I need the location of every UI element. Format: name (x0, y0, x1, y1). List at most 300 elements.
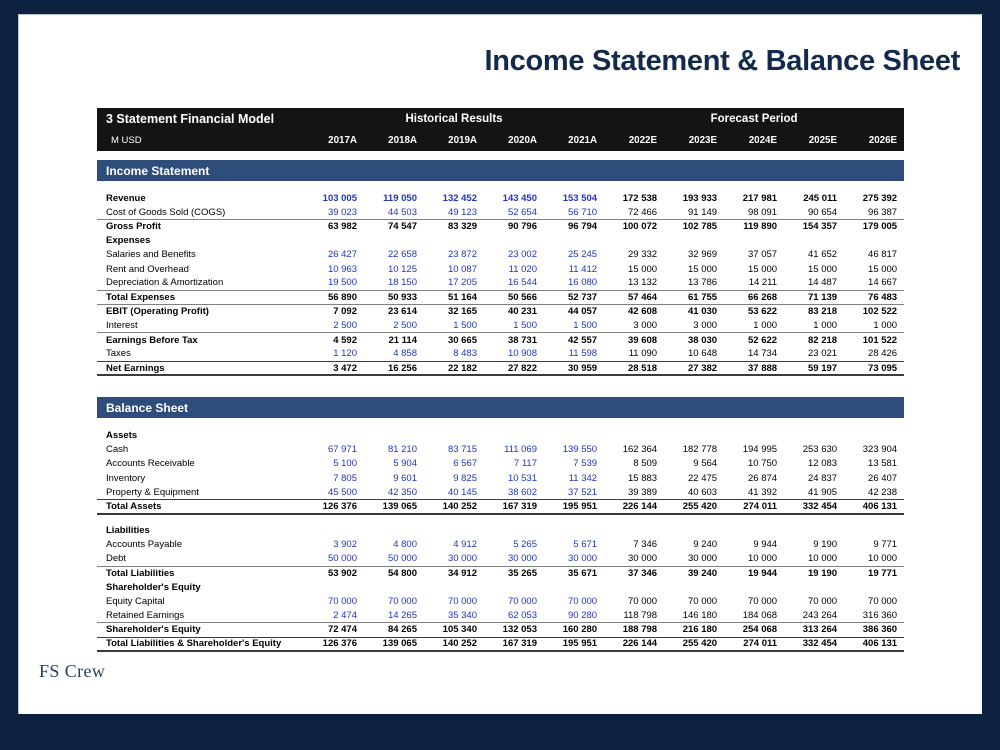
cell-value: 38 030 (664, 333, 724, 347)
cell-value: 9 190 (813, 539, 838, 551)
cell-value: 30 665 (424, 333, 484, 347)
cell-value: 4 592 (304, 333, 364, 347)
row-label: Total Liabilities (97, 566, 304, 580)
cell-value: 71 139 (784, 290, 844, 304)
cell-value: 13 132 (627, 277, 658, 289)
cell-value: 39 389 (627, 486, 658, 498)
cell-value (844, 428, 904, 442)
cell-value: 81 210 (387, 444, 417, 456)
column-header-2026E[interactable]: 2026E (844, 130, 904, 151)
table-row (97, 290, 904, 304)
table-row (97, 485, 904, 499)
cell-value: 6 567 (453, 458, 477, 470)
cell-value: 162 364 (622, 444, 658, 456)
cell-value: 26 407 (868, 472, 898, 484)
page-title: Income Statement & Balance Sheet (484, 45, 960, 77)
cell-value: 56 890 (304, 290, 364, 304)
cell-value: 98 091 (747, 206, 778, 218)
cell-value: 167 319 (484, 499, 544, 513)
cell-value: 139 065 (364, 499, 424, 513)
cell-value: 245 011 (803, 192, 838, 204)
cell-value: 11 342 (568, 472, 598, 484)
cell-value: 90 796 (484, 219, 544, 233)
column-header-2019A[interactable]: 2019A (424, 130, 484, 151)
cell-value: 23 872 (447, 249, 477, 261)
cell-value: 96 387 (868, 206, 898, 218)
table-row (97, 347, 904, 361)
cell-value: 406 131 (844, 499, 904, 513)
cell-value: 70 000 (868, 596, 898, 608)
cell-value: 61 755 (664, 290, 724, 304)
cell-value: 4 912 (453, 539, 477, 551)
cell-value (664, 524, 724, 538)
table-row (97, 471, 904, 485)
cell-value: 10 531 (507, 472, 537, 484)
row-label: Assets (106, 430, 138, 442)
table-row (97, 276, 904, 290)
cell-value: 45 500 (327, 486, 357, 498)
cell-value: 9 771 (873, 539, 898, 551)
cell-value: 52 737 (544, 290, 604, 304)
table-row (97, 361, 904, 375)
cell-value (424, 580, 484, 594)
cell-value: 16 544 (507, 277, 537, 289)
spacer-row (97, 418, 904, 428)
cell-value: 118 798 (623, 610, 658, 622)
slide-content-area (18, 14, 982, 714)
column-header-2025E[interactable]: 2025E (784, 130, 844, 151)
cell-value: 72 474 (304, 623, 364, 637)
row-label: Earnings Before Tax (97, 333, 304, 347)
cell-value: 91 149 (687, 206, 718, 218)
cell-value (544, 234, 604, 248)
cell-value: 41 652 (807, 249, 838, 261)
cell-value (784, 580, 844, 594)
column-header-2018A[interactable]: 2018A (364, 130, 424, 151)
cell-value: 2 474 (333, 610, 357, 622)
table-row (97, 205, 904, 219)
cell-value: 25 245 (567, 249, 598, 261)
cell-value: 100 072 (604, 219, 664, 233)
cell-value: 24 837 (807, 472, 838, 484)
cell-value: 72 466 (627, 206, 658, 218)
cell-value: 226 144 (604, 499, 664, 513)
cell-value: 39 023 (327, 206, 357, 218)
cell-value: 313 264 (784, 623, 844, 637)
cell-value: 73 095 (844, 361, 904, 375)
cell-value: 14 487 (807, 277, 838, 289)
cell-value (544, 428, 604, 442)
cell-value: 63 982 (304, 219, 364, 233)
cell-value: 7 117 (513, 458, 537, 470)
row-label: Cost of Goods Sold (COGS) (106, 206, 226, 218)
cell-value: 90 280 (567, 610, 598, 622)
column-header-2020A[interactable]: 2020A (484, 130, 544, 151)
cell-value (364, 234, 424, 248)
cell-value: 10 000 (868, 553, 898, 565)
cell-value: 126 376 (304, 637, 364, 651)
cell-value: 7 539 (573, 458, 598, 470)
group-historical-label: Historical Results (304, 108, 604, 130)
cell-value: 254 068 (724, 623, 784, 637)
cell-value: 10 000 (747, 553, 778, 565)
cell-value: 15 883 (627, 472, 658, 484)
fin-table (97, 108, 904, 652)
cell-value: 83 329 (424, 219, 484, 233)
column-header-2022E[interactable]: 2022E (604, 130, 664, 151)
row-label: Shareholder's Equity (97, 623, 304, 637)
cell-value: 23 002 (507, 249, 537, 261)
cell-value: 332 454 (784, 499, 844, 513)
cell-value: 28 426 (868, 348, 898, 360)
cell-value (604, 428, 664, 442)
cell-value: 10 087 (447, 263, 477, 275)
cell-value: 7 805 (333, 472, 357, 484)
column-header-2017A[interactable]: 2017A (304, 130, 364, 151)
table-row (97, 580, 904, 594)
cell-value: 50 000 (387, 553, 417, 565)
cell-value: 46 817 (868, 249, 898, 261)
cell-value: 28 518 (604, 361, 664, 375)
cell-value: 3 000 (633, 320, 658, 332)
table-row (97, 319, 904, 333)
row-label: Property & Equipment (106, 486, 199, 498)
cell-value (664, 580, 724, 594)
cell-value: 23 021 (807, 348, 838, 360)
cell-value (784, 524, 844, 538)
cell-value: 14 211 (748, 277, 778, 289)
cell-value (664, 234, 724, 248)
cell-value: 56 710 (567, 206, 598, 218)
cell-value (604, 580, 664, 594)
table-row (97, 305, 904, 319)
cell-value (424, 234, 484, 248)
table-row (97, 538, 904, 552)
cell-value (724, 234, 784, 248)
cell-value (424, 524, 484, 538)
cell-value: 26 874 (747, 472, 778, 484)
cell-value: 70 000 (687, 596, 718, 608)
cell-value: 119 050 (383, 192, 417, 204)
table-row (97, 191, 904, 205)
cell-value: 40 603 (687, 486, 718, 498)
cell-value: 9 240 (693, 539, 718, 551)
section-bar-balance-sheet (97, 397, 904, 418)
table-row (97, 609, 904, 623)
cell-value (364, 428, 424, 442)
cell-value: 13 786 (687, 277, 718, 289)
cell-value: 10 648 (687, 348, 718, 360)
cell-value (304, 580, 364, 594)
cell-value: 15 000 (807, 263, 838, 275)
cell-value: 27 382 (664, 361, 724, 375)
cell-value: 10 908 (507, 348, 537, 360)
cell-value: 15 000 (747, 263, 778, 275)
cell-value: 42 238 (868, 486, 898, 498)
row-label: Cash (106, 444, 129, 456)
cell-value (784, 428, 844, 442)
cell-value: 76 483 (844, 290, 904, 304)
cell-value: 226 144 (604, 637, 664, 651)
table-row (97, 219, 904, 233)
row-label: Accounts Payable (106, 539, 183, 551)
cell-value: 1 000 (813, 320, 838, 332)
cell-value: 160 280 (544, 623, 604, 637)
cell-value (544, 524, 604, 538)
cell-value: 23 614 (364, 305, 424, 319)
cell-value: 1 500 (453, 320, 477, 332)
cell-value: 2 500 (333, 320, 357, 332)
cell-value (844, 580, 904, 594)
table-row (97, 428, 904, 442)
cell-value: 37 521 (567, 486, 598, 498)
cell-value: 1 500 (573, 320, 598, 332)
table-row (97, 234, 904, 248)
cell-value: 37 346 (604, 566, 664, 580)
cell-value: 1 000 (873, 320, 898, 332)
row-label: Depreciation & Amortization (106, 277, 224, 289)
cell-value: 140 252 (424, 499, 484, 513)
model-title: 3 Statement Financial Model (97, 108, 304, 130)
cell-value: 70 000 (387, 596, 417, 608)
cell-value: 44 057 (544, 305, 604, 319)
row-label: Salaries and Benefits (106, 249, 196, 261)
cell-value: 59 197 (784, 361, 844, 375)
cell-value: 74 547 (364, 219, 424, 233)
cell-value: 217 981 (742, 192, 778, 204)
cell-value: 70 000 (807, 596, 838, 608)
cell-value: 37 888 (724, 361, 784, 375)
row-label: EBIT (Operating Profit) (97, 305, 304, 319)
spacer-row (97, 375, 904, 397)
cell-value (604, 524, 664, 538)
row-label: Total Expenses (97, 290, 304, 304)
cell-value: 70 000 (447, 596, 477, 608)
cell-value: 83 715 (447, 444, 477, 456)
cell-value: 12 083 (807, 458, 838, 470)
cell-value: 49 123 (447, 206, 477, 218)
cell-value (784, 234, 844, 248)
section-label-balance-sheet: Balance Sheet (97, 397, 904, 418)
cell-value: 1 500 (513, 320, 537, 332)
cell-value: 35 340 (447, 610, 477, 622)
section-bar-income-statement (97, 160, 904, 181)
cell-value (664, 428, 724, 442)
brand-footer: FS Crew (39, 661, 106, 681)
cell-value: 179 005 (844, 219, 904, 233)
cell-value: 132 053 (484, 623, 544, 637)
cell-value: 41 030 (664, 305, 724, 319)
row-label: Revenue (106, 192, 146, 204)
cell-value (304, 524, 364, 538)
cell-value: 140 252 (424, 637, 484, 651)
row-label: Taxes (106, 348, 131, 360)
cell-value: 30 000 (567, 553, 598, 565)
cell-value: 83 218 (784, 305, 844, 319)
cell-value: 40 145 (447, 486, 477, 498)
table-row (97, 457, 904, 471)
cell-value: 32 165 (424, 305, 484, 319)
cell-value: 9 944 (753, 539, 778, 551)
cell-value (364, 580, 424, 594)
row-label: Expenses (106, 235, 151, 247)
cell-value: 44 503 (387, 206, 417, 218)
column-header-2021A[interactable]: 2021A (544, 130, 604, 151)
cell-value: 5 904 (393, 458, 417, 470)
cell-value (484, 234, 544, 248)
cell-value: 3 902 (333, 539, 357, 551)
row-label: Total Liabilities & Shareholder's Equity (97, 637, 304, 651)
cell-value: 19 500 (327, 277, 357, 289)
cell-value: 96 794 (544, 219, 604, 233)
cell-value (304, 234, 364, 248)
cell-value: 10 750 (747, 458, 778, 470)
cell-value: 34 912 (424, 566, 484, 580)
table-row (97, 262, 904, 276)
row-label: Retained Earnings (106, 610, 185, 622)
cell-value: 90 654 (807, 206, 838, 218)
cell-value: 195 951 (544, 499, 604, 513)
cell-value: 253 630 (802, 444, 838, 456)
cell-value: 53 902 (304, 566, 364, 580)
cell-value (724, 428, 784, 442)
cell-value (424, 428, 484, 442)
cell-value: 82 218 (784, 333, 844, 347)
cell-value: 275 392 (862, 192, 898, 204)
cell-value: 15 000 (687, 263, 718, 275)
table-row (97, 637, 904, 651)
cell-value: 111 069 (504, 444, 537, 456)
cell-value: 14 265 (387, 610, 417, 622)
cell-value: 194 995 (742, 444, 778, 456)
cell-value: 14 734 (747, 348, 778, 360)
cell-value: 10 000 (807, 553, 838, 565)
cell-value: 38 731 (484, 333, 544, 347)
cell-value: 3 000 (693, 320, 718, 332)
cell-value: 16 080 (567, 277, 598, 289)
row-label: Net Earnings (97, 361, 304, 375)
cell-value (724, 580, 784, 594)
table-header-row-years (97, 130, 904, 151)
cell-value: 243 264 (802, 610, 838, 622)
table-row (97, 333, 904, 347)
cell-value (844, 524, 904, 538)
table-row (97, 566, 904, 580)
cell-value: 8 483 (453, 348, 477, 360)
column-header-2023E[interactable]: 2023E (664, 130, 724, 151)
cell-value: 70 000 (627, 596, 658, 608)
cell-value: 11 020 (508, 263, 537, 275)
row-label: Interest (106, 320, 138, 332)
cell-value: 332 454 (784, 637, 844, 651)
cell-value: 29 332 (627, 249, 658, 261)
row-label: Accounts Receivable (106, 458, 195, 470)
cell-value: 11 090 (628, 348, 658, 360)
cell-value: 70 000 (567, 596, 598, 608)
cell-value: 172 538 (622, 192, 658, 204)
cell-value: 50 566 (484, 290, 544, 304)
cell-value: 30 000 (627, 553, 658, 565)
cell-value: 57 464 (604, 290, 664, 304)
cell-value: 2 500 (393, 320, 417, 332)
cell-value: 41 392 (747, 486, 778, 498)
cell-value: 9 564 (693, 458, 718, 470)
cell-value: 67 971 (327, 444, 357, 456)
table-header-row-groups (97, 108, 904, 130)
cell-value: 7 346 (633, 539, 658, 551)
cell-value: 22 658 (387, 249, 417, 261)
row-label: Gross Profit (97, 219, 304, 233)
cell-value (604, 234, 664, 248)
cell-value: 52 622 (724, 333, 784, 347)
cell-value: 54 800 (364, 566, 424, 580)
cell-value: 41 905 (807, 486, 838, 498)
cell-value: 50 000 (327, 553, 357, 565)
cell-value: 19 190 (784, 566, 844, 580)
cell-value: 102 522 (844, 305, 904, 319)
cell-value: 9 825 (453, 472, 477, 484)
cell-value: 22 182 (424, 361, 484, 375)
cell-value: 126 376 (304, 499, 364, 513)
cell-value (484, 580, 544, 594)
cell-value (304, 428, 364, 442)
cell-value: 17 205 (447, 277, 477, 289)
cell-value: 22 475 (687, 472, 718, 484)
cell-value: 8 509 (633, 458, 658, 470)
cell-value: 42 608 (604, 305, 664, 319)
cell-value: 26 427 (327, 249, 357, 261)
cell-value: 15 000 (868, 263, 898, 275)
cell-value: 30 000 (687, 553, 718, 565)
cell-value (484, 428, 544, 442)
cell-value: 1 000 (753, 320, 778, 332)
section-label-income-statement: Income Statement (97, 160, 904, 181)
cell-value: 70 000 (507, 596, 537, 608)
cell-value: 39 240 (664, 566, 724, 580)
cell-value: 37 057 (747, 249, 778, 261)
cell-value: 193 933 (682, 192, 718, 204)
cell-value: 103 005 (322, 192, 357, 204)
cell-value: 3 472 (304, 361, 364, 375)
cell-value: 274 011 (724, 499, 784, 513)
cell-value: 15 000 (627, 263, 658, 275)
cell-value: 30 959 (544, 361, 604, 375)
cell-value: 27 822 (484, 361, 544, 375)
table-row (97, 499, 904, 513)
table-row (97, 248, 904, 262)
cell-value: 4 858 (393, 348, 417, 360)
column-header-2024E[interactable]: 2024E (724, 130, 784, 151)
group-forecast-label: Forecast Period (604, 108, 904, 130)
cell-value: 119 890 (724, 219, 784, 233)
cell-value: 11 598 (568, 348, 598, 360)
cell-value: 139 550 (562, 444, 598, 456)
table-row (97, 524, 904, 538)
cell-value: 35 671 (544, 566, 604, 580)
cell-value: 167 319 (484, 637, 544, 651)
cell-value: 323 904 (862, 444, 898, 456)
cell-value: 70 000 (747, 596, 778, 608)
cell-value: 406 131 (844, 637, 904, 651)
cell-value: 105 340 (424, 623, 484, 637)
cell-value: 19 771 (844, 566, 904, 580)
fin-table-body (97, 108, 904, 651)
cell-value: 35 265 (484, 566, 544, 580)
cell-value: 42 350 (387, 486, 417, 498)
row-label: Rent and Overhead (106, 263, 189, 275)
cell-value (724, 524, 784, 538)
cell-value: 146 180 (682, 610, 718, 622)
